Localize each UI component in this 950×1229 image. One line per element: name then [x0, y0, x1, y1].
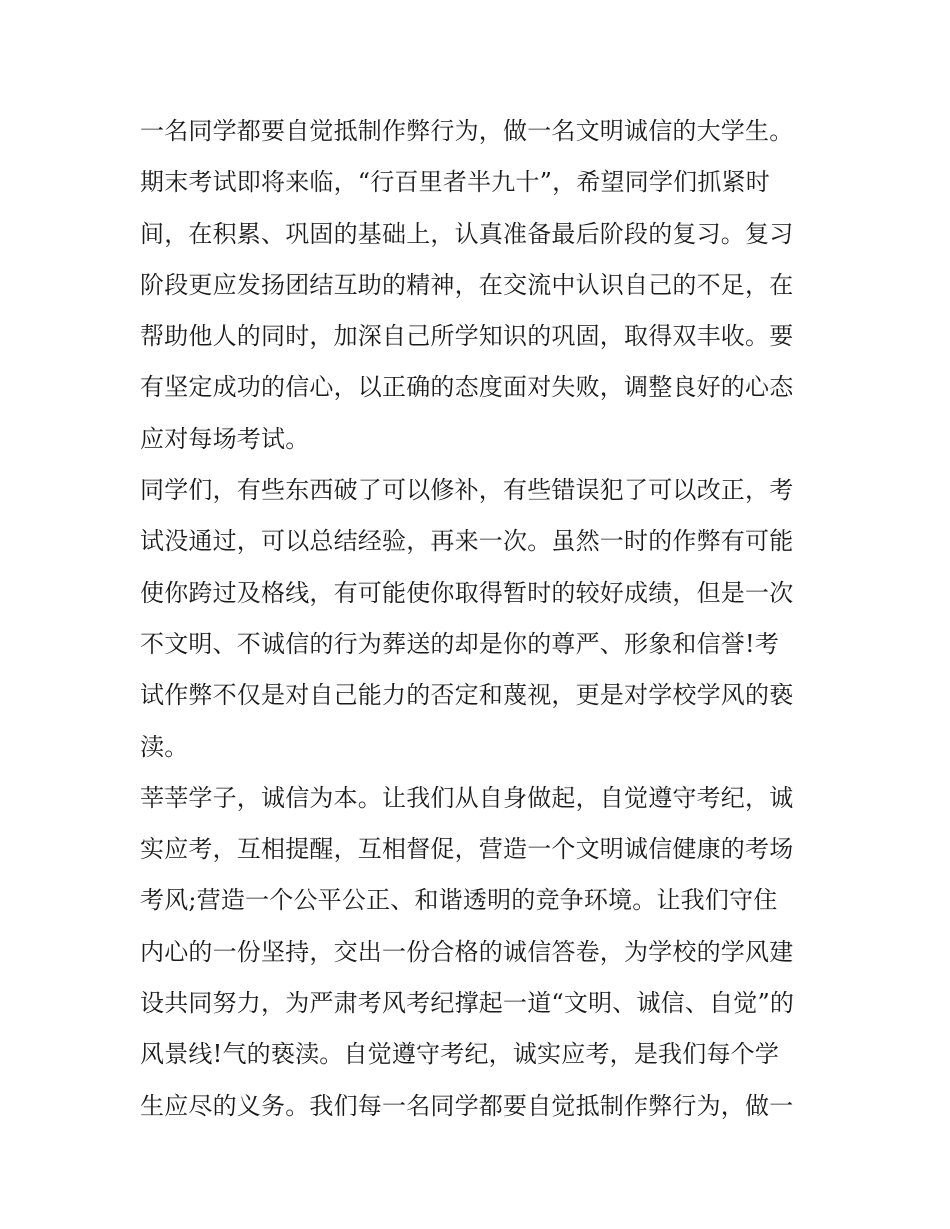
- text-line-10: 使你跨过及格线，有可能使你取得暂时的较好成绩，但是一次: [140, 578, 794, 607]
- text-line-2: 期末考试即将来临，“行百里者半九十”，希望同学们抓紧时: [140, 168, 770, 197]
- text-line-16: 考风;营造一个公平公正、和谐透明的竞争环境。让我们守住: [140, 886, 778, 915]
- body-text: [140, 106, 812, 1132]
- text-line-11: 不文明、不诚信的行为葬送的却是你的尊严、形象和信誉!考: [140, 629, 780, 658]
- text-line-6: 有坚定成功的信心，以正确的态度面对失败，调整良好的心态: [140, 373, 794, 402]
- text-line-13: 渎。: [140, 732, 189, 761]
- text-line-17: 内心的一份坚持，交出一份合格的诚信答卷，为学校的学风建: [140, 937, 794, 966]
- text-line-8: 同学们，有些东西破了可以修补，有些错误犯了可以改正，考: [140, 476, 794, 505]
- text-line-4: 阶段更应发扬团结互助的精神，在交流中认识自己的不足，在: [140, 270, 794, 299]
- text-line-14: 莘莘学子，诚信为本。让我们从自身做起，自觉遵守考纪，诚: [140, 783, 794, 812]
- text-line-5: 帮助他人的同时，加深自己所学知识的巩固，取得双丰收。要: [140, 322, 794, 351]
- text-line-3: 间，在积累、巩固的基础上，认真准备最后阶段的复习。复习: [140, 219, 794, 248]
- text-line-1: 一名同学都要自觉抵制作弊行为，做一名文明诚信的大学生。: [140, 117, 794, 145]
- text-line-19: 风景线!气的亵渎。自觉遵守考纪，诚实应考，是我们每个学: [140, 1040, 780, 1069]
- text-line-20: 生应尽的义务。我们每一名同学都要自觉抵制作弊行为，做一: [140, 1091, 794, 1120]
- text-line-7: 应对每场考试。: [140, 424, 310, 453]
- text-line-15: 实应考，互相提醒，互相督促，营造一个文明诚信健康的考场: [140, 835, 794, 864]
- text-line-18: 设共同努力，为严肃考风考纪撑起一道“文明、诚信、自觉”的: [140, 989, 795, 1018]
- text-line-12: 试作弊不仅是对自己能力的否定和蔑视，更是对学校学风的亵: [140, 681, 794, 710]
- text-line-9: 试没通过，可以总结经验，再来一次。虽然一时的作弊有可能: [140, 527, 794, 556]
